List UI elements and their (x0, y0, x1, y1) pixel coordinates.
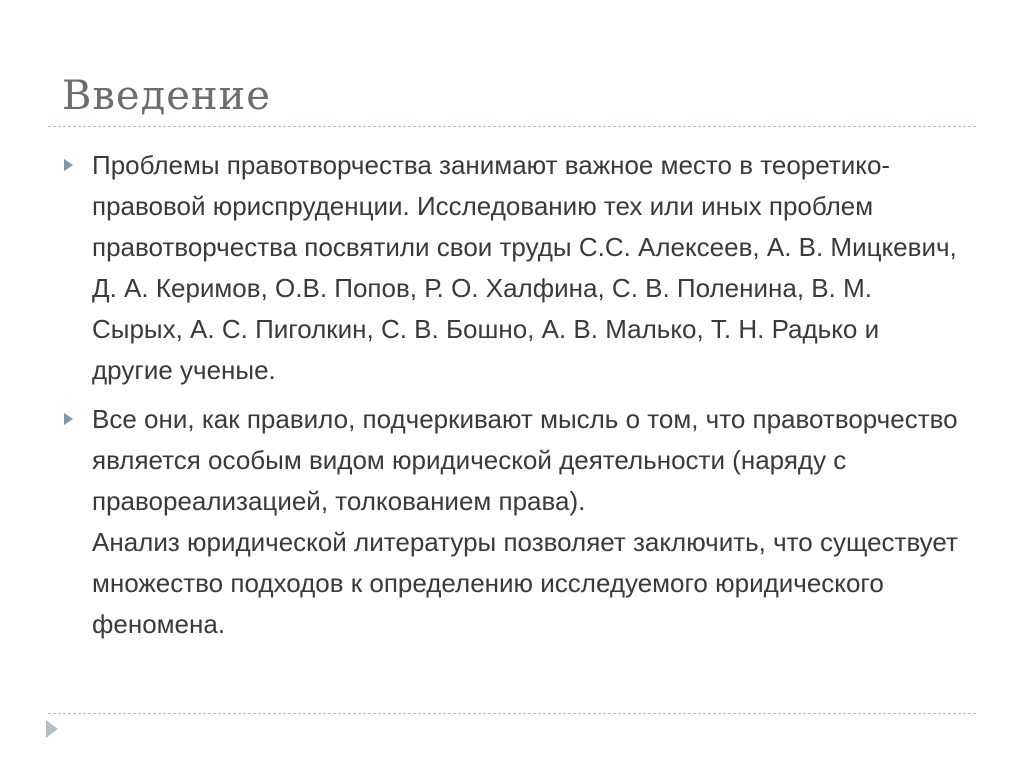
bullet-text: Проблемы правотворчества занимают важное место в теоретико-правовой юриспруденции. Исследованию тех или иных проблем правотворчества посвятили свои труды С.С. Алексеев, А. В. Мицкевич, Д. А. Керимов, О.В. Попов, Р. О. Халфина, С. В. Поленина, В. М. Сырых, А. С. Пиголкин, С. В. Бошно, А. В. Малько, Т. Н. Радько и другие ученые. (92, 150, 957, 385)
bullet-text: Все они, как правило, подчеркивают мысль о том, что правотворчество является особым видом юридической деятельности (наряду с правореализацией, толкованием права). (92, 404, 958, 516)
bullet-item (62, 145, 962, 391)
slide-body (62, 145, 962, 653)
bullet-arrow-icon (64, 413, 73, 425)
corner-arrow-icon (46, 720, 58, 738)
bullet-text-continued: Анализ юридической литературы позволяет заключить, что существует множество подходов к определению исследуемого юридического феномена. (92, 527, 958, 639)
bullet-arrow-icon (64, 159, 73, 171)
bullet-item (62, 399, 962, 645)
footer-divider (48, 713, 976, 714)
title-divider (48, 126, 976, 127)
page-title: Введение (62, 73, 271, 119)
